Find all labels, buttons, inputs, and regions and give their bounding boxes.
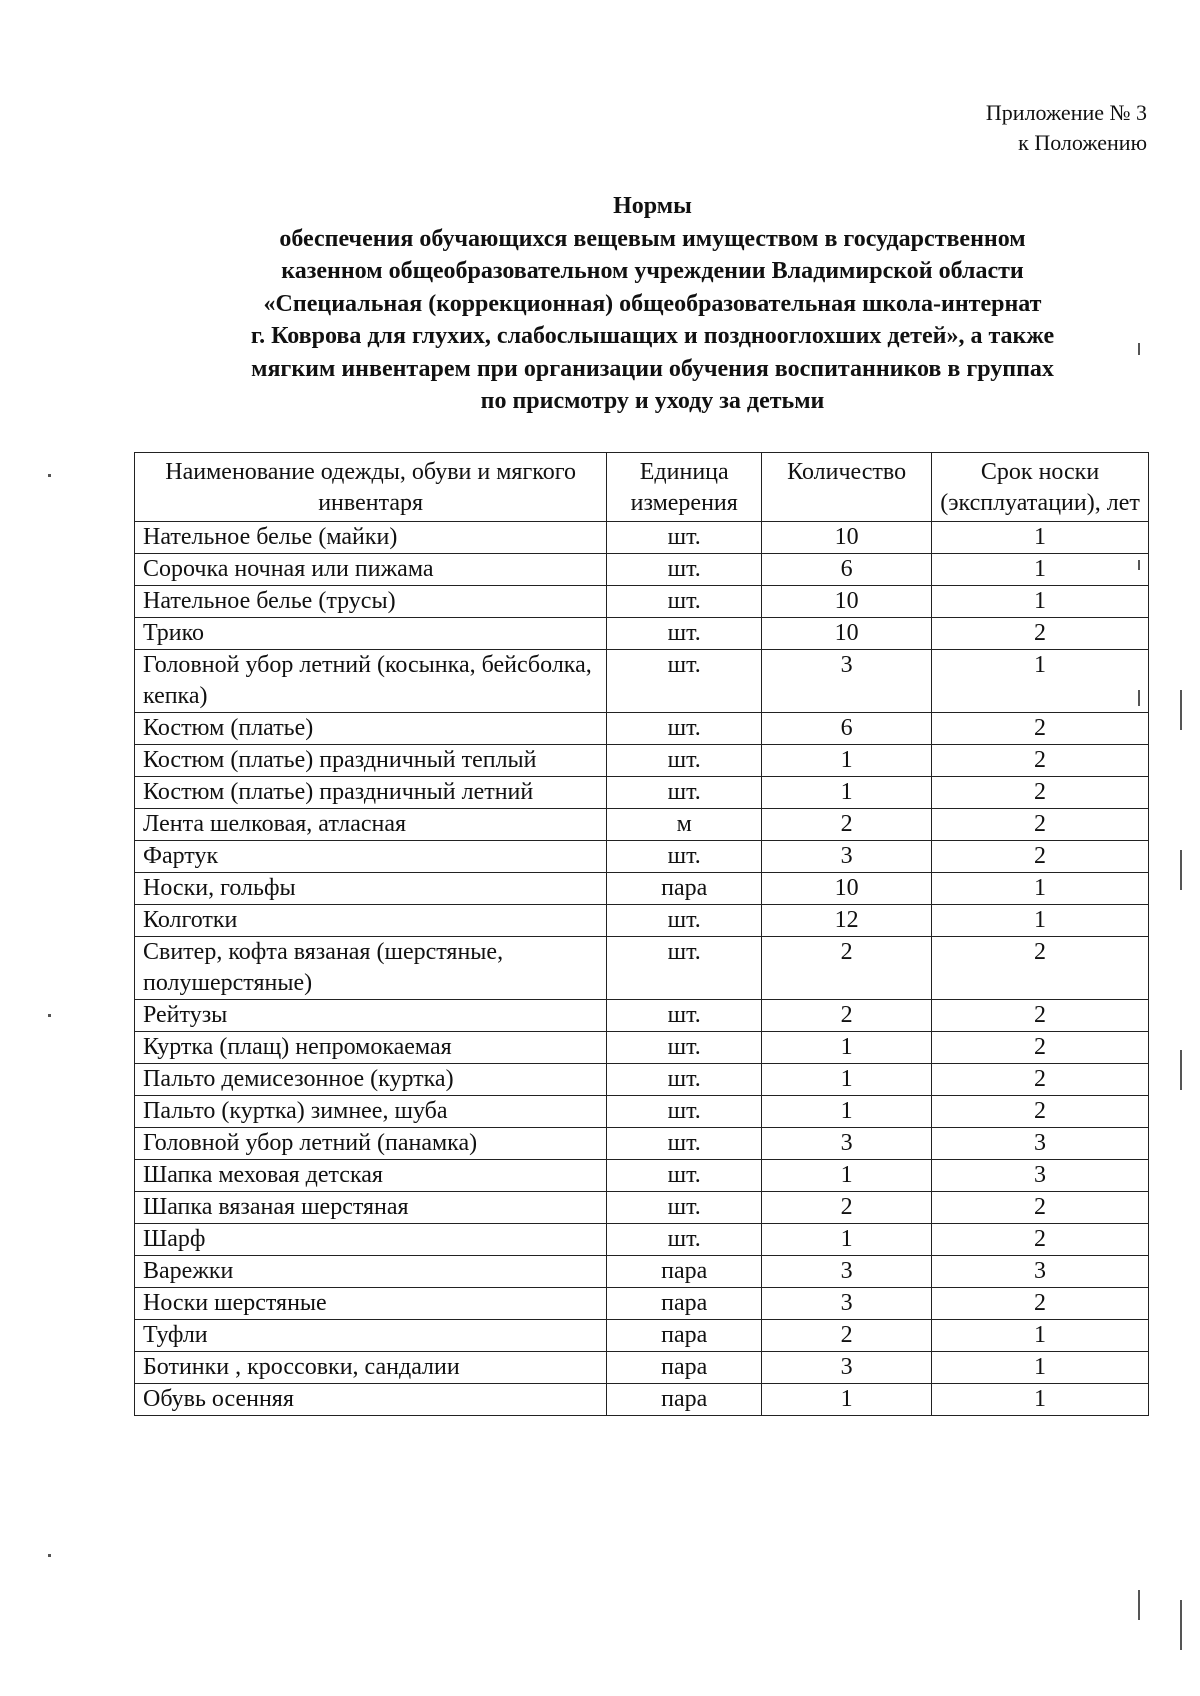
unit-cell: шт. [607,1032,762,1064]
norms-table [134,452,1149,1416]
header-quantity: Количество [762,453,932,522]
quantity-cell: 3 [762,841,932,873]
scan-artifact [1138,1590,1140,1620]
table-row [135,777,1149,809]
scan-artifact [1138,690,1140,706]
item-name-cell: Шарф [135,1224,607,1256]
quantity-cell: 1 [762,1096,932,1128]
unit-cell: шт. [607,586,762,618]
title-line: казенном общеобразовательном учреждении Владимирской области [281,258,1024,284]
table-row [135,554,1149,586]
item-name-cell: Пальто (куртка) зимнее, шуба [135,1096,607,1128]
wear-term-cell: 2 [932,1064,1149,1096]
table-row [135,1256,1149,1288]
table-row [135,1320,1149,1352]
quantity-cell: 1 [762,1224,932,1256]
item-name-cell: Обувь осенняя [135,1384,607,1416]
appendix-regulation: к Положению [1018,130,1147,155]
unit-cell: шт. [607,554,762,586]
table-row [135,1160,1149,1192]
item-name-cell: Ботинки , кроссовки, сандалии [135,1352,607,1384]
quantity-cell: 12 [762,905,932,937]
quantity-cell: 2 [762,1192,932,1224]
table-row [135,618,1149,650]
item-name-cell: Лента шелковая, атласная [135,809,607,841]
wear-term-cell: 2 [932,1288,1149,1320]
item-name-cell: Фартук [135,841,607,873]
wear-term-cell: 2 [932,777,1149,809]
quantity-cell: 2 [762,1000,932,1032]
unit-cell: шт. [607,522,762,554]
quantity-cell: 3 [762,1256,932,1288]
quantity-cell: 10 [762,618,932,650]
wear-term-cell: 2 [932,1224,1149,1256]
item-name-cell: Рейтузы [135,1000,607,1032]
quantity-cell: 6 [762,554,932,586]
unit-cell: шт. [607,841,762,873]
item-name-cell: Костюм (платье) [135,713,607,745]
scan-artifact [48,1554,51,1557]
table-body [135,522,1149,1416]
table-row [135,1128,1149,1160]
scan-artifact [48,1014,51,1017]
quantity-cell: 6 [762,713,932,745]
wear-term-cell: 1 [932,905,1149,937]
quantity-cell: 3 [762,1352,932,1384]
quantity-cell: 2 [762,809,932,841]
item-name-cell: Пальто демисезонное (куртка) [135,1064,607,1096]
header-item-name: Наименование одежды, обуви и мягкого инвентаря [135,453,607,522]
appendix-number: Приложение № 3 [985,100,1147,125]
unit-cell: пара [607,1288,762,1320]
table-row [135,841,1149,873]
scan-artifact [1180,1050,1182,1090]
table-row [135,1032,1149,1064]
wear-term-cell: 2 [932,618,1149,650]
item-name-cell: Костюм (платье) праздничный теплый [135,745,607,777]
quantity-cell: 2 [762,937,932,1000]
table-row [135,873,1149,905]
header-wear-term: Срок носки (эксплуатации), лет [932,453,1149,522]
item-name-cell: Шапка меховая детская [135,1160,607,1192]
quantity-cell: 1 [762,777,932,809]
table-row [135,713,1149,745]
quantity-cell: 3 [762,1288,932,1320]
table-row [135,522,1149,554]
item-name-cell: Носки, гольфы [135,873,607,905]
table-row [135,1384,1149,1416]
wear-term-cell: 1 [932,522,1149,554]
quantity-cell: 1 [762,1064,932,1096]
unit-cell: шт. [607,713,762,745]
wear-term-cell: 2 [932,713,1149,745]
unit-cell: шт. [607,905,762,937]
wear-term-cell: 1 [932,586,1149,618]
table-row [135,1224,1149,1256]
quantity-cell: 10 [762,522,932,554]
wear-term-cell: 1 [932,1384,1149,1416]
unit-cell: пара [607,1256,762,1288]
wear-term-cell: 2 [932,841,1149,873]
wear-term-cell: 2 [932,1192,1149,1224]
quantity-cell: 3 [762,650,932,713]
unit-cell: шт. [607,777,762,809]
item-name-cell: Головной убор летний (косынка, бейсболка, кепка) [135,650,607,713]
table-row [135,937,1149,1000]
wear-term-cell: 1 [932,873,1149,905]
quantity-cell: 3 [762,1128,932,1160]
wear-term-cell: 3 [932,1256,1149,1288]
unit-cell: шт. [607,745,762,777]
title-line: г. Коврова для глухих, слабослышащих и позднооглохших детей», а также [250,323,1055,349]
title-line: обеспечения обучающихся вещевым имуществом в государственном [279,225,1026,252]
unit-cell: шт. [607,1096,762,1128]
quantity-cell: 1 [762,1032,932,1064]
table-row [135,586,1149,618]
quantity-cell: 10 [762,873,932,905]
table-row [135,1192,1149,1224]
table-header-row [135,453,1149,522]
wear-term-cell: 1 [932,1320,1149,1352]
scan-artifact [1180,1600,1182,1650]
wear-term-cell: 1 [932,650,1149,713]
quantity-cell: 1 [762,745,932,777]
item-name-cell: Головной убор летний (панамка) [135,1128,607,1160]
unit-cell: шт. [607,1000,762,1032]
item-name-cell: Колготки [135,905,607,937]
document-title [120,190,1185,418]
quantity-cell: 2 [762,1320,932,1352]
unit-cell: пара [607,1320,762,1352]
wear-term-cell: 3 [932,1128,1149,1160]
item-name-cell: Свитер, кофта вязаная (шерстяные, полушерстяные) [135,937,607,1000]
wear-term-cell: 2 [932,745,1149,777]
scan-artifact [1180,850,1182,890]
item-name-cell: Сорочка ночная или пижама [135,554,607,586]
unit-cell: пара [607,1352,762,1384]
quantity-cell: 1 [762,1160,932,1192]
table-row [135,1064,1149,1096]
wear-term-cell: 2 [932,1032,1149,1064]
unit-cell: шт. [607,1128,762,1160]
item-name-cell: Трико [135,618,607,650]
table-row [135,1000,1149,1032]
table-row [135,1288,1149,1320]
unit-cell: шт. [607,1064,762,1096]
unit-cell: шт. [607,937,762,1000]
title-heading: Нормы [613,193,692,219]
unit-cell: шт. [607,1192,762,1224]
table-row [135,905,1149,937]
table-row [135,1096,1149,1128]
item-name-cell: Костюм (платье) праздничный летний [135,777,607,809]
unit-cell: шт. [607,1224,762,1256]
wear-term-cell: 1 [932,1352,1149,1384]
title-line: «Специальная (коррекционная) общеобразовательная школа-интернат [263,290,1042,317]
unit-cell: шт. [607,1160,762,1192]
unit-cell: пара [607,873,762,905]
wear-term-cell: 2 [932,1096,1149,1128]
item-name-cell: Шапка вязаная шерстяная [135,1192,607,1224]
item-name-cell: Носки шерстяные [135,1288,607,1320]
wear-term-cell: 2 [932,809,1149,841]
table-row [135,809,1149,841]
title-line: по присмотру и уходу за детьми [480,388,825,414]
item-name-cell: Нательное белье (майки) [135,522,607,554]
item-name-cell: Нательное белье (трусы) [135,586,607,618]
scan-artifact [48,474,51,477]
unit-cell: шт. [607,618,762,650]
header-unit: Единица измерения [607,453,762,522]
item-name-cell: Варежки [135,1256,607,1288]
wear-term-cell: 1 [932,554,1149,586]
wear-term-cell: 2 [932,1000,1149,1032]
unit-cell: м [607,809,762,841]
scan-artifact [1138,343,1140,355]
item-name-cell: Туфли [135,1320,607,1352]
title-line: мягким инвентарем при организации обучения воспитанников в группах [251,355,1054,382]
unit-cell: пара [607,1384,762,1416]
scan-artifact [1180,690,1182,730]
table-row [135,745,1149,777]
unit-cell: шт. [607,650,762,713]
table-row [135,1352,1149,1384]
quantity-cell: 10 [762,586,932,618]
wear-term-cell: 3 [932,1160,1149,1192]
scan-artifact [1138,560,1140,570]
quantity-cell: 1 [762,1384,932,1416]
item-name-cell: Куртка (плащ) непромокаемая [135,1032,607,1064]
table-row [135,650,1149,713]
appendix-reference [986,98,1147,158]
wear-term-cell: 2 [932,937,1149,1000]
